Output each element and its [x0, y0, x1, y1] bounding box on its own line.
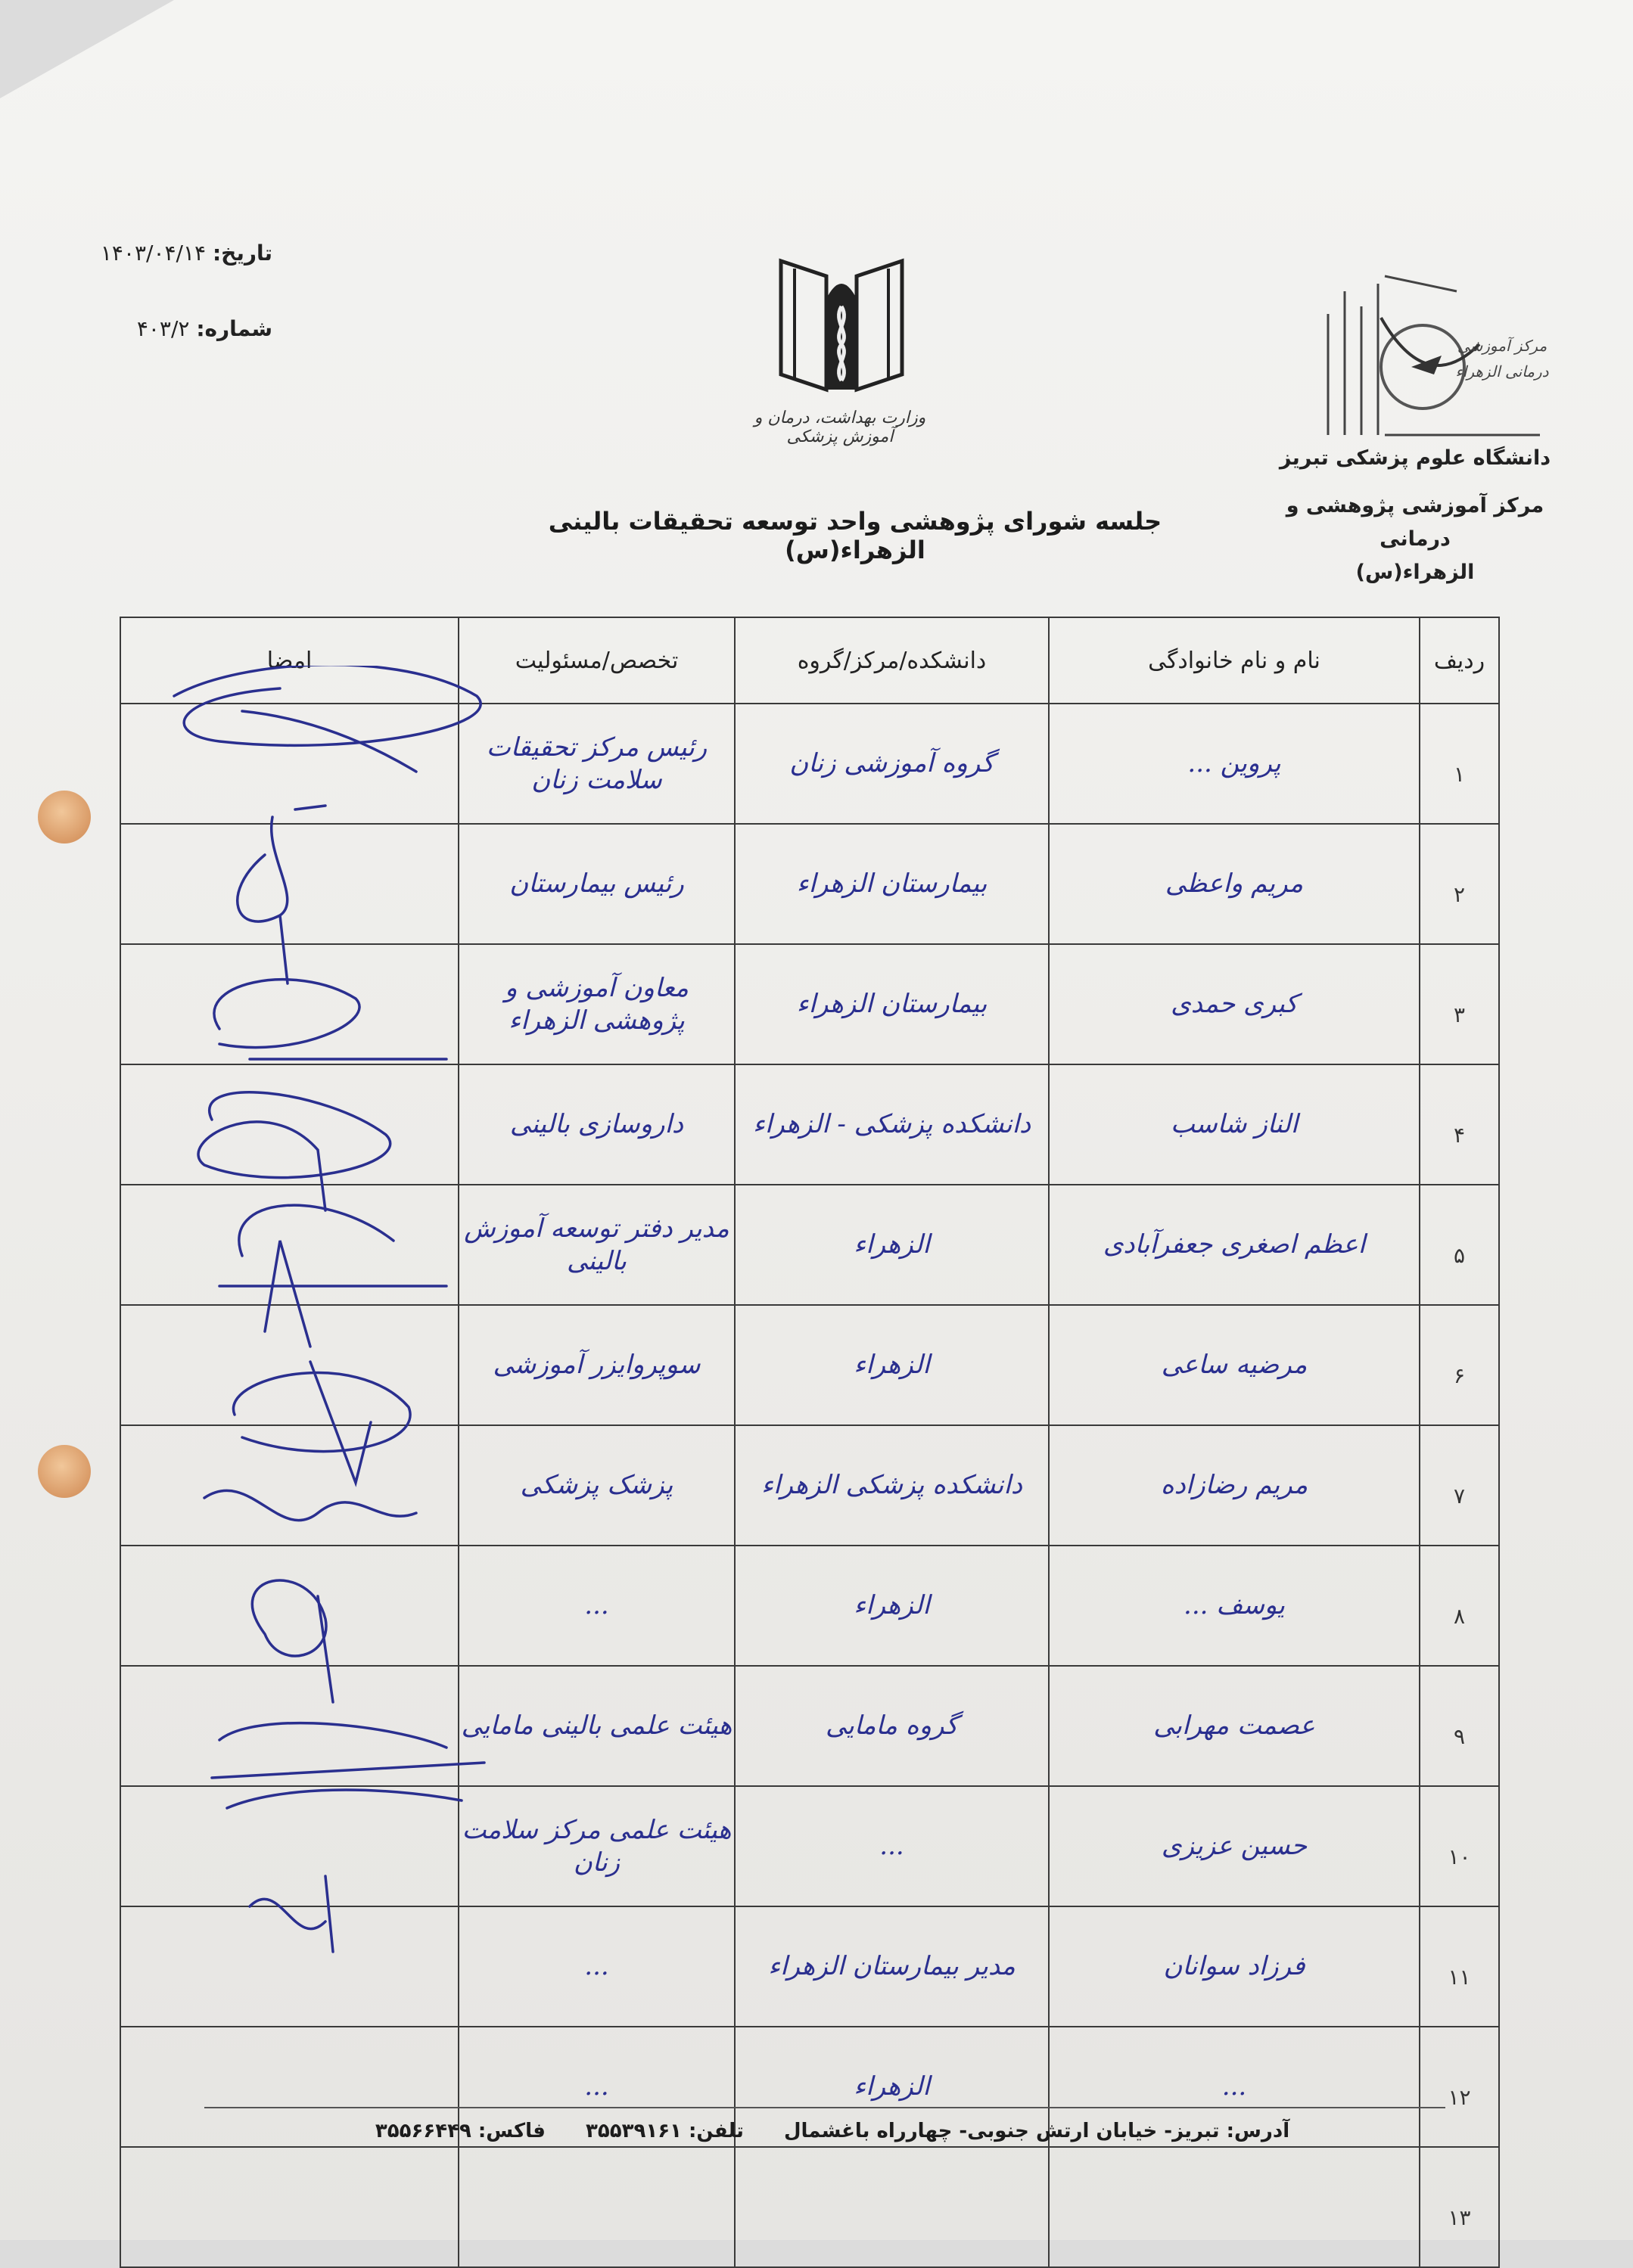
row-number: ۱ [1420, 704, 1499, 824]
row-role: ... [459, 1906, 735, 2027]
row-number: ۱۱ [1420, 1906, 1499, 2027]
row-department: بیمارستان الزهراء [735, 824, 1049, 944]
footer-phone: تلفن: ۳۵۵۳۹۱۶۱ [585, 2120, 744, 2142]
ministry-emblem [773, 246, 910, 405]
row-department: ... [735, 1786, 1049, 1906]
row-department: دانشکده پزشکی الزهراء [735, 1425, 1049, 1546]
table-row [120, 704, 1499, 824]
row-role: ... [459, 2027, 735, 2147]
footer-contact [189, 2120, 1476, 2142]
header-role: تخصص/مسئولیت [459, 617, 735, 704]
row-department: دانشکده پزشکی - الزهراء [735, 1064, 1049, 1185]
table-row [120, 1305, 1499, 1425]
row-name: یوسف ... [1049, 1546, 1420, 1666]
row-name: عصمت مهرابی [1049, 1666, 1420, 1786]
table-row [120, 2147, 1499, 2267]
row-signature [120, 2147, 459, 2267]
row-department: بیمارستان الزهراء [735, 944, 1049, 1064]
header-name: نام و نام خانوادگی [1049, 617, 1420, 704]
row-signature [120, 944, 459, 1064]
row-role: مدیر دفتر توسعه آموزش بالینی [459, 1185, 735, 1305]
row-role: هیئت علمی بالینی مامایی [459, 1666, 735, 1786]
row-name: مرضیه ساعی [1049, 1305, 1420, 1425]
ministry-caption: وزارت بهداشت، درمان و آموزش پزشکی [754, 409, 926, 446]
row-number: ۵ [1420, 1185, 1499, 1305]
row-number: ۸ [1420, 1546, 1499, 1666]
row-department: الزهراء [735, 1546, 1049, 1666]
row-name: مریم واعظی [1049, 824, 1420, 944]
center-name-line1: مرکز آموزشی پژوهشی و درمانی [1286, 494, 1544, 551]
row-number: ۱۳ [1420, 2147, 1499, 2267]
row-role [459, 2147, 735, 2267]
row-number: ۲ [1420, 824, 1499, 944]
row-department: الزهراء [735, 1305, 1049, 1425]
footer-address: آدرس: تبریز- خیابان ارتش جنوبی- چهارراه باغشمال [783, 2120, 1290, 2142]
row-number: ۳ [1420, 944, 1499, 1064]
table-row [120, 1425, 1499, 1546]
row-department: الزهراء [735, 1185, 1049, 1305]
row-name: اعظم اصغری جعفرآبادی [1049, 1185, 1420, 1305]
date-line [91, 241, 272, 266]
punch-hole-bottom [38, 1445, 91, 1498]
row-signature [120, 1666, 459, 1786]
date-value: ۱۴۰۳/۰۴/۱۴ [100, 241, 207, 266]
row-role: رئیس مرکز تحقیقات سلامت زنان [459, 704, 735, 824]
table-row [120, 1546, 1499, 1666]
number-label: شماره: [196, 316, 272, 341]
row-name [1049, 2147, 1420, 2267]
punch-hole-top [38, 791, 91, 844]
row-name: حسین عزیزی [1049, 1786, 1420, 1906]
row-name: پروین ... [1049, 704, 1420, 824]
row-name: کبری حمدی [1049, 944, 1420, 1064]
row-name: ... [1049, 2027, 1420, 2147]
hospital-logo-caption: مرکز آموزشی درمانی الزهراء [1455, 337, 1549, 381]
table-row [120, 1185, 1499, 1305]
row-name: الناز شاسب [1049, 1064, 1420, 1185]
row-number: ۴ [1420, 1064, 1499, 1185]
row-number: ۹ [1420, 1666, 1499, 1786]
row-number: ۷ [1420, 1425, 1499, 1546]
hospital-identity [1271, 337, 1559, 589]
row-department [735, 2147, 1049, 2267]
row-signature [120, 824, 459, 944]
row-signature [120, 1906, 459, 2027]
row-signature [120, 1546, 459, 1666]
row-signature [120, 1064, 459, 1185]
row-role: داروسازی بالینی [459, 1064, 735, 1185]
number-line [114, 316, 272, 341]
row-number: ۱۰ [1420, 1786, 1499, 1906]
row-signature [120, 704, 459, 824]
row-role: سوپروایزر آموزشی [459, 1305, 735, 1425]
row-signature [120, 1185, 459, 1305]
row-department: گروه مامایی [735, 1666, 1049, 1786]
row-role: پزشک پزشکی [459, 1425, 735, 1546]
table-row [120, 1064, 1499, 1185]
row-role: ... [459, 1546, 735, 1666]
row-signature [120, 1425, 459, 1546]
table-header-row [120, 617, 1499, 704]
university-name: دانشگاه علوم پزشکی تبریز [1279, 446, 1551, 470]
table-row [120, 824, 1499, 944]
row-name: فرزاد سوانان [1049, 1906, 1420, 2027]
number-value: ۴۰۳/۲ [136, 316, 190, 341]
header-department: دانشکده/مرکز/گروه [735, 617, 1049, 704]
row-role: رئیس بیمارستان [459, 824, 735, 944]
table-row [120, 1666, 1499, 1786]
row-department: گروه آموزشی زنان [735, 704, 1049, 824]
row-signature [120, 1305, 459, 1425]
row-number: ۱۲ [1420, 2027, 1499, 2147]
row-department: مدیر بیمارستان الزهراء [735, 1906, 1049, 2027]
table-row [120, 1786, 1499, 1906]
document-title: جلسه شورای پژوهشی واحد توسعه تحقیقات بالینی الزهراء(س) [548, 507, 1162, 564]
row-department: الزهراء [735, 2027, 1049, 2147]
date-label: تاریخ: [212, 241, 272, 266]
row-number: ۶ [1420, 1305, 1499, 1425]
row-name: مریم رضازاده [1049, 1425, 1420, 1546]
attendance-table [120, 617, 1500, 2268]
row-role: هیئت علمی مرکز سلامت زنان [459, 1786, 735, 1906]
header-signature: امضا [120, 617, 459, 704]
table-row [120, 1906, 1499, 2027]
row-role: معاون آموزشی و پژوهشی الزهراء [459, 944, 735, 1064]
table-row [120, 944, 1499, 1064]
header-row-number: ردیف [1420, 617, 1499, 704]
footer-fax: فاکس: ۳۵۵۶۶۴۴۹ [375, 2120, 546, 2142]
footer-divider [204, 2107, 1445, 2108]
center-name-line2: الزهراء(س) [1355, 561, 1475, 584]
row-signature [120, 1786, 459, 1906]
